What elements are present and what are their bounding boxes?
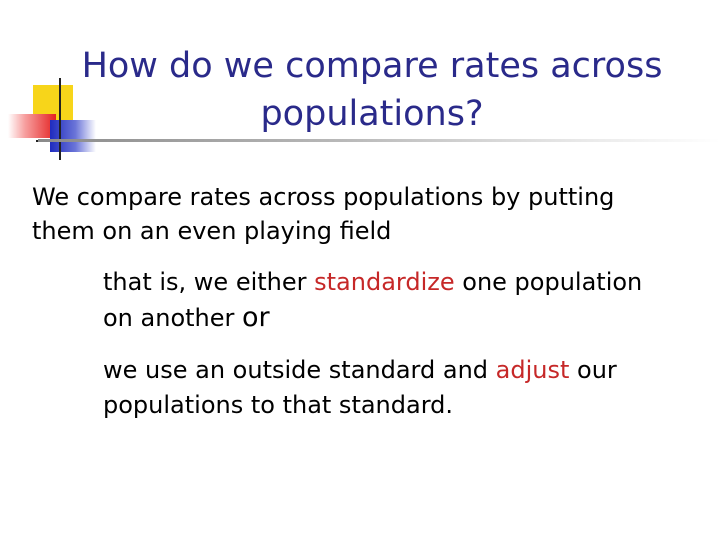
emphasis-adjust: adjust — [495, 356, 570, 384]
paragraph-3-text-before: we use an outside standard and — [103, 356, 496, 384]
paragraph-2-text-after: one population — [454, 268, 643, 296]
slide-title-line-2: populations? — [260, 94, 484, 134]
emphasis-standardize: standardize — [314, 268, 455, 296]
paragraph-1-line-2: them on an even playing field — [32, 217, 392, 245]
slide-title-line-1: How do we compare rates across — [81, 46, 663, 86]
paragraph-2-line-2-text: on another — [103, 304, 243, 332]
paragraph-3-line-1 — [103, 353, 617, 387]
logo-red-bar — [8, 114, 56, 138]
paragraph-2-text-before: that is, we either — [103, 268, 315, 296]
logo-vertical-line — [59, 78, 61, 160]
paragraph-3-text-after: our — [569, 356, 617, 384]
title-underline — [38, 139, 720, 142]
slide-title — [62, 42, 682, 138]
paragraph-2-line-1 — [103, 265, 642, 299]
connector-or: or — [242, 302, 270, 333]
paragraph-1-line-1: We compare rates across populations by putting — [32, 183, 615, 211]
paragraph-2-line-2 — [103, 301, 270, 335]
paragraph-3-line-2: populations to that standard. — [103, 391, 454, 419]
